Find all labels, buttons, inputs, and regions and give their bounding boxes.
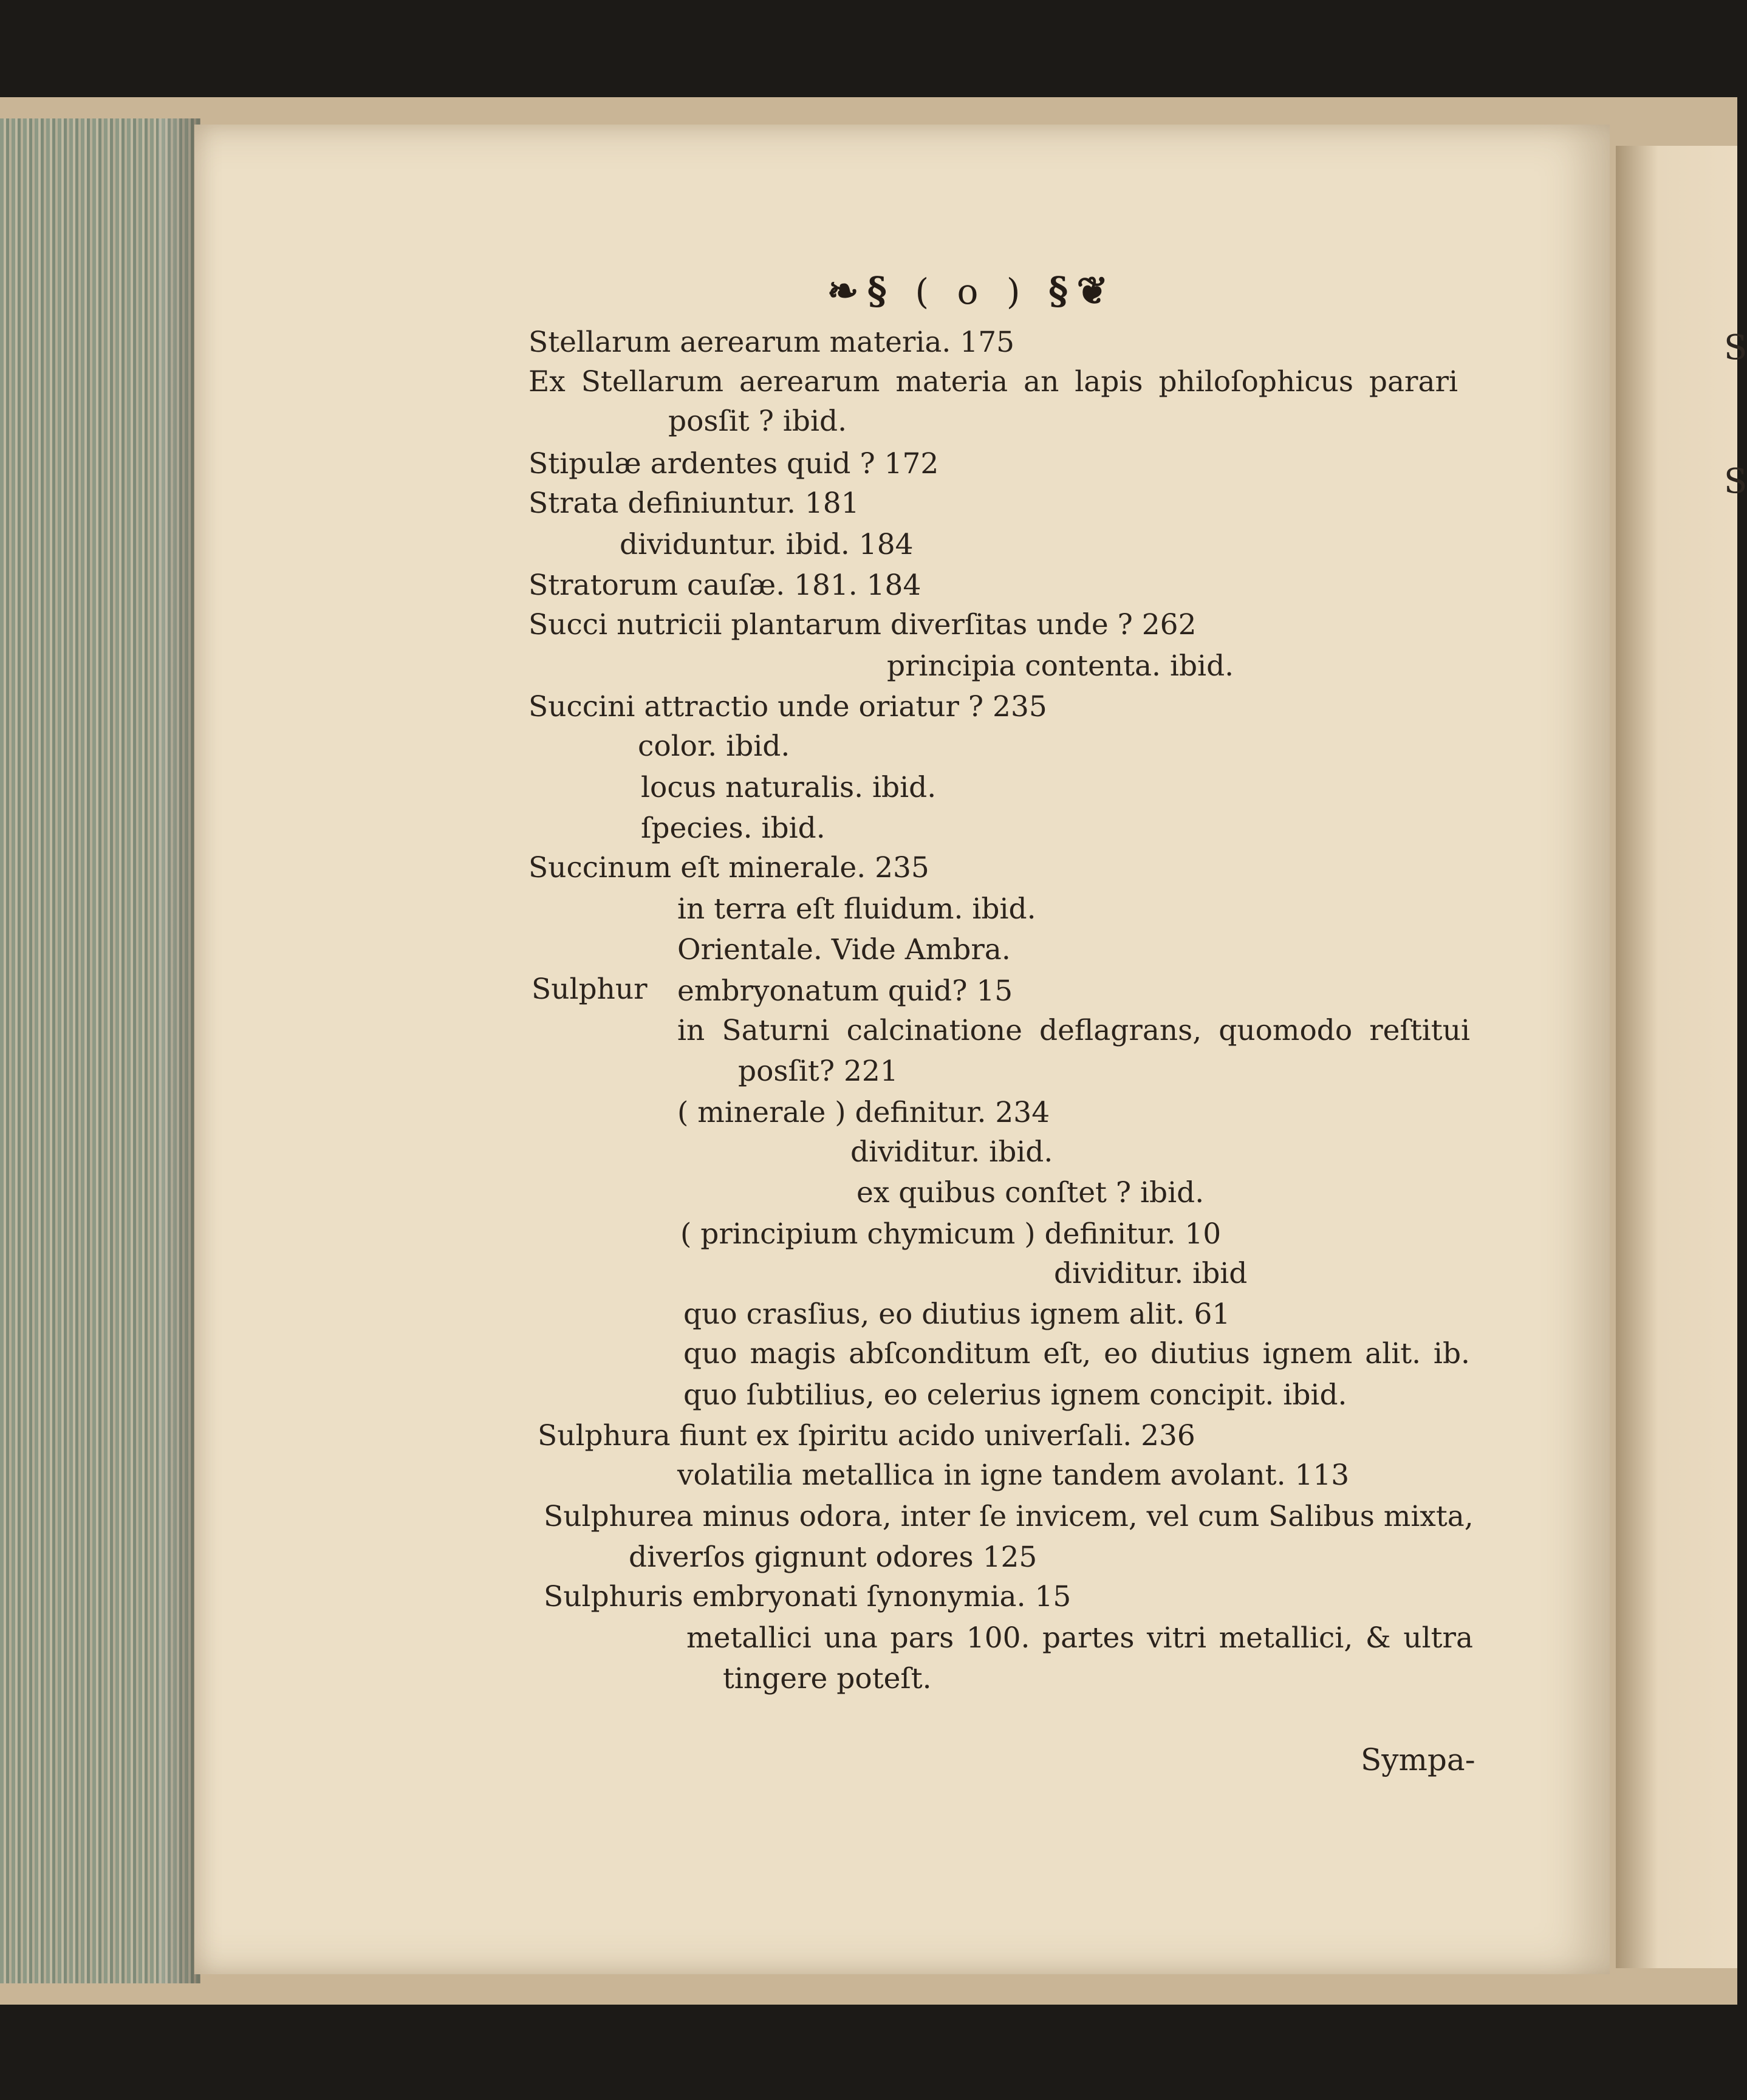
page-marker: ( o ) xyxy=(915,271,1029,312)
index-subentry: dividitur. ibid xyxy=(1054,1257,1248,1290)
index-subentry: ( principium chymicum ) definitur. 10 xyxy=(680,1217,1222,1251)
page-edges xyxy=(0,118,200,1983)
index-entry: Ex Stellarum aerearum materia an lapis philoſophicus parari xyxy=(528,365,1458,398)
index-entry-continuation: tingere poteſt. xyxy=(723,1662,932,1695)
header-ornament-left: ❧§ xyxy=(827,268,896,313)
index-entry: Stratorum cauſæ. 181. 184 xyxy=(528,569,921,602)
index-entry: Stipulæ ardentes quid ? 172 xyxy=(528,447,939,481)
index-entry: Strata definiuntur. 181 xyxy=(528,487,860,520)
header-ornament-right: §❦ xyxy=(1048,268,1117,313)
index-subentry: volatilia metallica in igne tandem avolant. 113 xyxy=(677,1459,1350,1492)
index-subentry: in terra eſt fluidum. ibid. xyxy=(677,892,1036,926)
index-subentry: quo ſubtilius, eo celerius ignem concipit. ibid. xyxy=(683,1378,1347,1412)
index-entry: Succinum eſt minerale. 235 xyxy=(528,851,929,884)
index-subentry: quo magis abſconditum eſt, eo diutius ignem alit. ib. xyxy=(683,1337,1470,1370)
index-subentry: in Saturni calcinatione deflagrans, quomodo reſtitui xyxy=(677,1014,1470,1047)
index-subentry: color. ibid. xyxy=(638,730,790,763)
next-page-letter: S xyxy=(1724,462,1747,501)
index-entry: Succi nutricii plantarum diverſitas unde ? 262 xyxy=(528,608,1197,641)
index-subentry: dividitur. ibid. xyxy=(850,1135,1053,1169)
catchword: Sympa- xyxy=(1361,1742,1475,1777)
page-header xyxy=(790,268,1154,313)
index-entry: Sulphura fiunt ex ſpiritu acido univerſali. 236 xyxy=(538,1419,1195,1452)
index-entry-continuation: diverſos gignunt odores 125 xyxy=(629,1541,1038,1574)
index-subentry: locus naturalis. ibid. xyxy=(641,771,937,804)
index-subentry: quo crasſius, eo diutius ignem alit. 61 xyxy=(683,1298,1231,1331)
index-entry-continuation: posſit? 221 xyxy=(738,1055,898,1088)
next-page-letter: S xyxy=(1724,328,1747,368)
index-entry: Sulphurea minus odora, inter ſe invicem, vel cum Salibus mixta, xyxy=(544,1500,1474,1533)
index-entry: Succini attractio unde oriatur ? 235 xyxy=(528,690,1047,723)
index-subentry: Orientale. Vide Ambra. xyxy=(677,933,1011,966)
index-subentry: principia contenta. ibid. xyxy=(887,649,1234,683)
index-subentry: metallici una pars 100. partes vitri metallici, & ultra xyxy=(686,1621,1473,1655)
index-entry-continuation: posſit ? ibid. xyxy=(668,405,847,438)
index-headword: Sulphur xyxy=(532,973,648,1006)
index-subentry: ( minerale ) definitur. 234 xyxy=(677,1096,1050,1129)
index-subentry: ex quibus conſtet ? ibid. xyxy=(856,1176,1205,1209)
book-page xyxy=(194,125,1610,1974)
index-subentry: ſpecies. ibid. xyxy=(641,812,826,845)
next-page-edge xyxy=(1616,146,1747,1968)
index-entry: Sulphuris embryonati ſynonymia. 15 xyxy=(544,1580,1072,1613)
index-subentry: embryonatum quid? 15 xyxy=(677,974,1013,1008)
index-entry: Stellarum aerearum materia. 175 xyxy=(528,326,1015,359)
index-subentry: dividuntur. ibid. 184 xyxy=(620,528,914,561)
